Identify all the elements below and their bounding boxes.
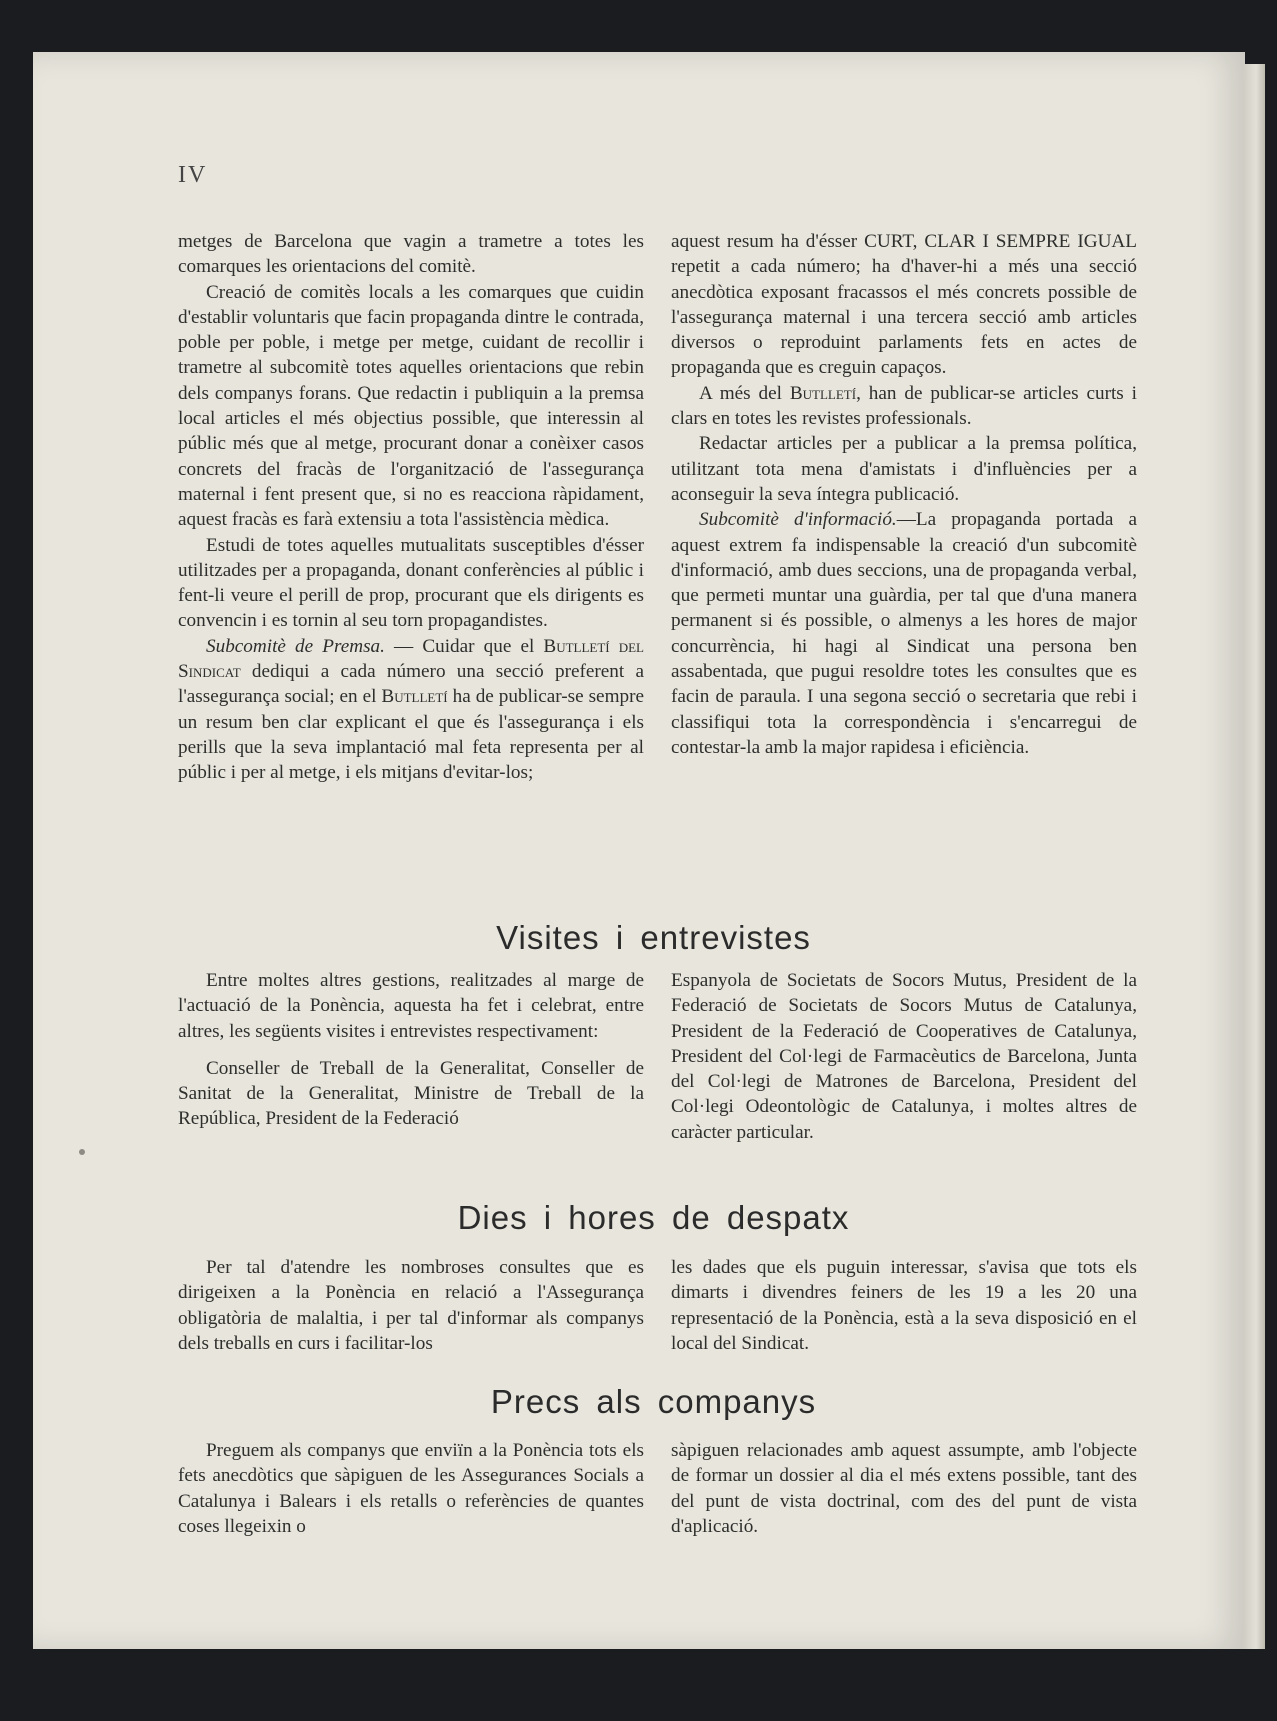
info-text: —La propaganda portada a aquest extrem fa indispensable la creació d'un subcomitè d'informació, amb dues seccions, una de propaganda verbal, que permeti muntar una guàrdia, per tal que d'una manera permanent si és possible, o almenys a les hores de major concurrència, hi hagi al Sindicat una persona ben assabentada, que pugui resoldre totes les consultes que es facin de paraula. I una segona secció o secretaria que rebi i classifiqui tota la correspondència i s'encarregui de contestar-la amb la major rapidesa i eficiència.	[671, 509, 1137, 758]
section-heading-precs: Precs als companys	[490, 1383, 817, 1420]
visites-right-column	[671, 968, 1137, 1145]
precs-paragraph: Preguem als companys que enviïn a la Ponència tots els fets anecdòtics que sàpiguen de les Assegurances Socials a Catalunya i Balears i els retalls o referències de quantes coses llegeixin o	[178, 1440, 644, 1537]
precs-right-column	[671, 1438, 1137, 1539]
premsa-text: dediqui a cada número una secció preferent a l'assegurança social; en el	[178, 661, 644, 708]
intro-paragraph	[671, 381, 1137, 432]
precs-left-column	[178, 1438, 644, 1539]
visites-left-column	[178, 968, 644, 1132]
intro-paragraph: Redactar articles per a publicar a la premsa política, utilitzant tota mena d'amistats i d'influències per a aconseguir la seva íntegra publicació.	[671, 433, 1137, 505]
premsa-lead: Subcomitè de Premsa.	[206, 635, 385, 657]
intro-text: , han de publicar-se articles curts i clars en totes les revistes professionals.	[671, 382, 1137, 430]
intro-text: A més del	[699, 382, 790, 404]
despatx-right-column	[671, 1255, 1137, 1356]
visites-paragraph: Conseller de Treball de la Generalitat, Conseller de Sanitat de la Generalitat, Ministre de Treball de la República, President de la Federació	[178, 1057, 644, 1130]
info-paragraph	[671, 507, 1137, 760]
premsa-paragraph	[178, 634, 644, 786]
butlleti-name: Butlletí	[789, 382, 857, 404]
butlleti-name: Butlletí del Sindicat	[178, 635, 644, 683]
despatx-paragraph: les dades que els puguin interessar, s'avisa que tots els dimarts i divendres feiners de les 19 a les 20 una representació de la Ponència, està a la seva disposició en el local del Sindicat.	[671, 1257, 1137, 1354]
precs-paragraph: sàpiguen relacionades amb aquest assumpte, amb l'objecte de formar un dossier al dia el més extens possible, tant des del punt de vista doctrinal, com des del punt de vista d'aplicació.	[671, 1440, 1137, 1537]
visites-paragraph: Entre moltes altres gestions, realitzades al marge de l'actuació de la Ponència, aquesta ha fet i celebrat, entre altres, les següents visites i entrevistes respectivament:	[178, 970, 644, 1042]
butlleti-name: Butlletí	[381, 686, 448, 708]
intro-paragraph: Estudi de totes aquelles mutualitats susceptibles d'ésser utilitzades per a propaganda, donant conferències al públic i fent-li veure el perill de prop, procurant que els dirigents es convencin i es tornin al seu torn propagandistes.	[178, 534, 644, 632]
intro-right-column	[671, 229, 1137, 760]
intro-paragraph: metges de Barcelona que vagin a trametre a totes les comarques les orientacions del comitè.	[178, 231, 644, 278]
section-heading-visites: Visites i entrevistes	[496, 919, 811, 956]
despatx-paragraph: Per tal d'atendre les nombroses consultes que es dirigeixen a la Ponència en relació a l'Assegurança obligatòria de malaltia, i per tal d'informar als companys dels treballs en curs i facilitar-los	[178, 1257, 644, 1354]
intro-left-column	[178, 229, 644, 786]
visites-paragraph: Espanyola de Societats de Socors Mutus, President de la Federació de Societats de Socors Mutus de Catalunya, President de la Federació de Cooperatives de Catalunya, President del Col·legi de Farmacèutics de Barcelona, Junta del Col·legi de Matrones de Barcelona, President del Col·legi Odeontològic de Catalunya, i moltes altres de caràcter particular.	[671, 970, 1137, 1143]
page-number: IV	[178, 162, 208, 188]
section-heading-despatx: Dies i hores de despatx	[457, 1199, 850, 1236]
margin-speck	[79, 1149, 85, 1155]
info-lead: Subcomitè d'informació.	[699, 509, 897, 531]
intro-paragraph: aquest resum ha d'ésser CURT, CLAR I SEMPRE IGUAL repetit a cada número; ha d'haver-hi a més una secció anecdòtica exposant fracassos el més concrets possible de l'assegurança maternal i una tercera secció amb articles diversos o reproduint parlaments fets en actes de propaganda que es creguin capaços.	[671, 231, 1137, 379]
intro-paragraph: Creació de comitès locals a les comarques que cuidin d'establir voluntaris que facin propaganda dintre le contrada, poble per poble, i metge per metge, cuidant de recollir i trametre al subcomitè totes aquelles orientacions que rebin dels companys forans. Que redactin i publiquin a la premsa local articles el més objectius possible, que interessin al públic més que al metge, procurant donar a conèixer casos concrets del fracàs de l'organització de l'assegurança maternal i fent present que, si no es reacciona ràpidament, aquest fracàs es farà extensiu a tota l'assistència mèdica.	[178, 281, 644, 531]
premsa-text: ha de publicar-se sempre un resum ben clar explicant el que és l'assegurança i els perills que la seva implantació mal feta representa per al públic i per al metge, i els mitjans d'evitar-los;	[178, 686, 644, 784]
premsa-text: — Cuidar que el	[384, 635, 544, 657]
despatx-left-column	[178, 1255, 644, 1356]
